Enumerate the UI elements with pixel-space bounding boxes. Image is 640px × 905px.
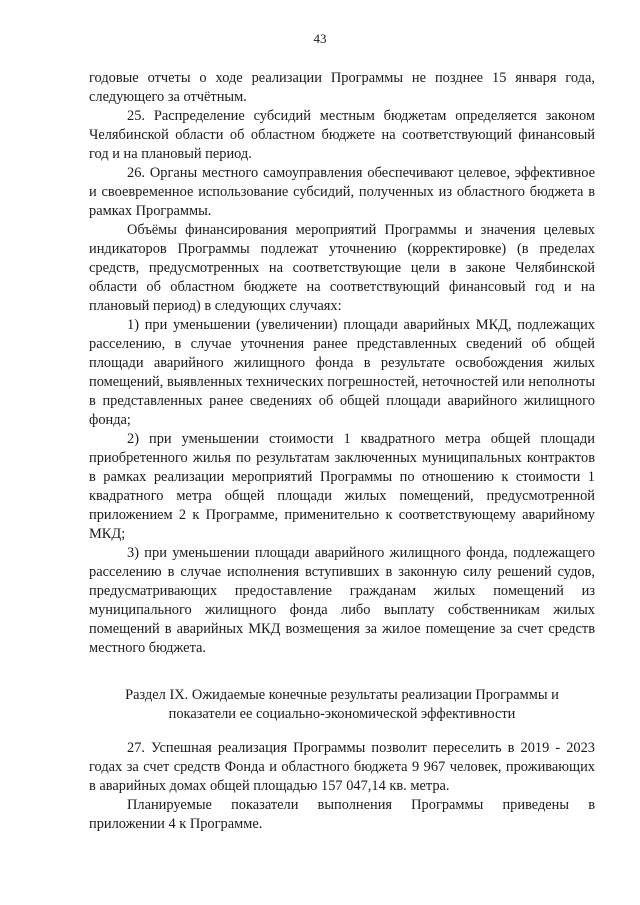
section-heading <box>89 686 595 724</box>
document-body <box>89 69 595 834</box>
list-item-3: 3) при уменьшении площади аварийного жилищного фонда, подлежащего расселению в случае исполнения вступивших в законную силу решений судов, предусматривающих предоставление гражданам жилых помещений из муниципального жилищного фонда либо выплату собственникам жилых помещений в аварийных МКД возмещения за жилое помещение за счет средств местного бюджета. <box>89 545 595 656</box>
paragraph-annual-reports: годовые отчеты о ходе реализации Программы не позднее 15 января года, следующего за отчётным. <box>89 70 595 105</box>
list-item-2: 2) при уменьшении стоимости 1 квадратного метра общей площади приобретенного жилья по результатам заключенных муниципальных контрактов в рамках реализации мероприятий Программы по отношению к стоимости 1 квадратного метра общей площади жилых помещений, предусмотренной приложением 2 к Программе, применительно к соответствующему аварийному МКД; <box>89 431 595 542</box>
paragraph-planned-indicators: Планируемые показатели выполнения Программы приведены в приложении 4 к Программе. <box>89 797 595 832</box>
paragraph-26: 26. Органы местного самоуправления обеспечивают целевое, эффективное и своевременное использование субсидий, полученных из областного бюджета в рамках Программы. <box>89 165 595 219</box>
page-number: 43 <box>313 31 327 46</box>
paragraph-27: 27. Успешная реализация Программы позволит переселить в 2019 - 2023 годах за счет средств Фонда и областного бюджета 9 967 человек, проживающих в аварийных домах общей площадью 157 047,14 кв. метра. <box>89 740 595 794</box>
section-heading-line-1: Раздел IX. Ожидаемые конечные результаты реализации Программы и <box>125 687 559 703</box>
list-item-1: 1) при уменьшении (увеличении) площади аварийных МКД, подлежащих расселению, в случае уточнения ранее представленных сведений об общей площади аварийного жилищного фонда в результате освобождения жилых помещений, выявленных технических погрешностей, неточностей или неполноты в представленных ранее сведениях об общей площади аварийного жилищного фонда; <box>89 317 595 428</box>
paragraph-funding-adjustment: Объёмы финансирования мероприятий Программы и значения целевых индикаторов Программы подлежат уточнению (корректировке) (в пределах средств, предусмотренных на соответствующие цели в законе Челябинской области об областном бюджете на соответствующий финансовый год и на плановый период) в следующих случаях: <box>89 222 595 314</box>
section-heading-line-2: показатели ее социально-экономической эффективности <box>168 706 516 722</box>
paragraph-25: 25. Распределение субсидий местным бюджетам определяется законом Челябинской области об областном бюджете на соответствующий финансовый год и на плановый период. <box>89 108 595 162</box>
